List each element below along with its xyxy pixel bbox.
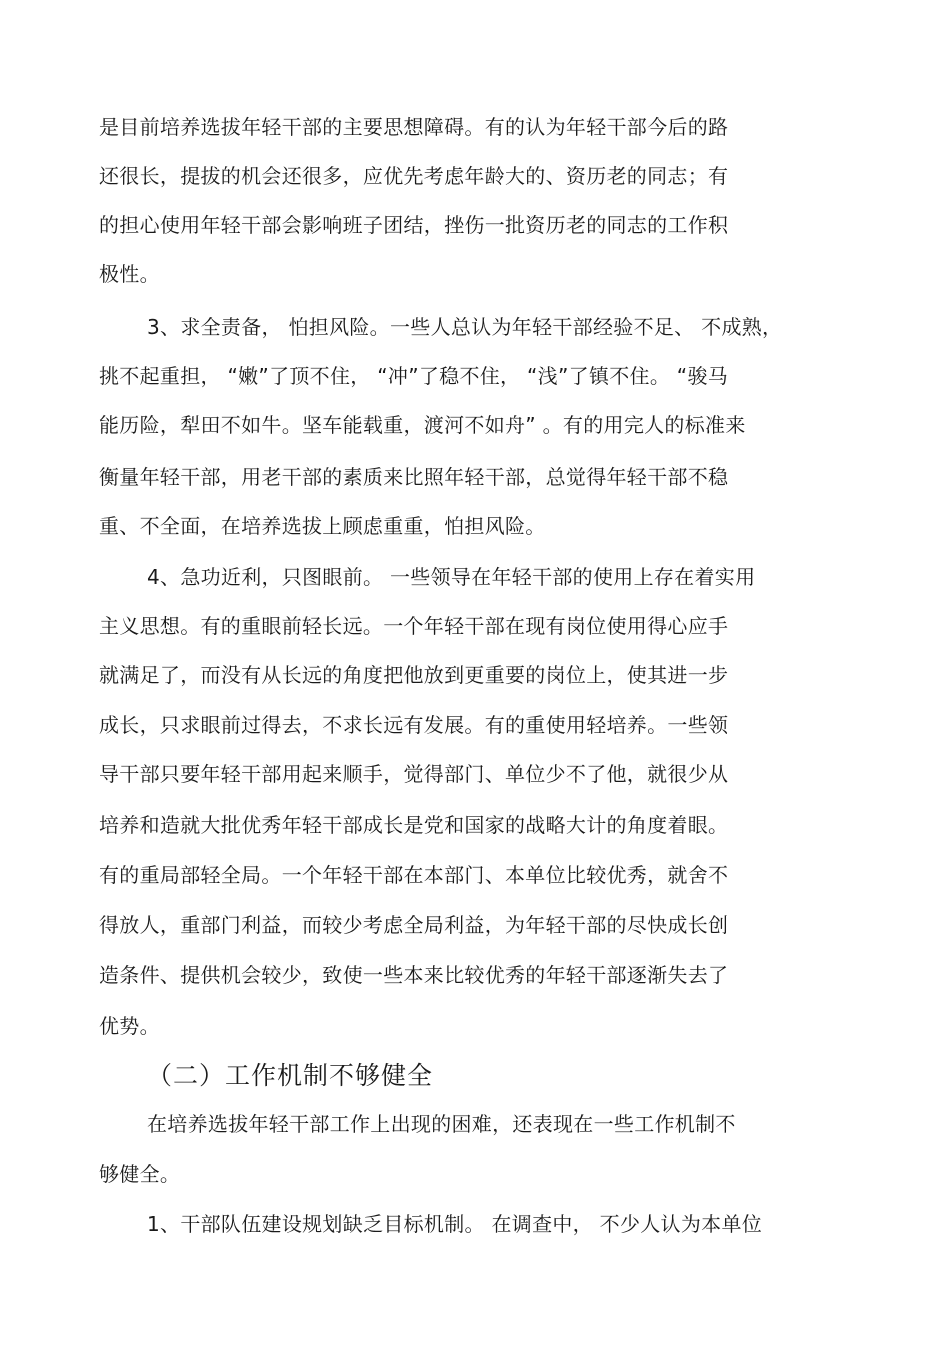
text-line: 4、急功近利，只图眼前。 一些领导在年轻干部的使用上存在着实用 bbox=[147, 565, 756, 589]
text-line: 能历险，犁田不如牛。坚车能载重，渡河不如舟” 。有的用完人的标准来 bbox=[99, 413, 746, 437]
text-line: 优势。 bbox=[99, 1014, 160, 1038]
text-line: 3、求全责备， 怕担风险。一些人总认为年轻干部经验不足、 不成熟， bbox=[147, 315, 783, 339]
text-line: 有的重局部轻全局。一个年轻干部在本部门、本单位比较优秀，就舍不 bbox=[99, 863, 729, 887]
text-line: 衡量年轻干部，用老干部的素质来比照年轻干部，总觉得年轻干部不稳 bbox=[99, 465, 729, 489]
text-line: 成长，只求眼前过得去，不求长远有发展。有的重使用轻培养。一些领 bbox=[99, 713, 729, 737]
text-line: 主义思想。有的重眼前轻长远。一个年轻干部在现有岗位使用得心应手 bbox=[99, 614, 729, 638]
text-line: 挑不起重担， “嫩”了顶不住， “冲”了稳不住， “浅”了镇不住。 “骏马 bbox=[99, 364, 729, 388]
text-line: 导干部只要年轻干部用起来顺手，觉得部门、单位少不了他，就很少从 bbox=[99, 762, 729, 786]
text-line: 在培养选拔年轻干部工作上出现的困难，还表现在一些工作机制不 bbox=[147, 1112, 736, 1136]
text-line: 得放人，重部门利益，而较少考虑全局利益，为年轻干部的尽快成长创 bbox=[99, 913, 729, 937]
text-line: 1、干部队伍建设规划缺乏目标机制。 在调查中， 不少人认为本单位 bbox=[147, 1212, 763, 1236]
text-line: 是目前培养选拔年轻干部的主要思想障碍。有的认为年轻干部今后的路 bbox=[99, 115, 729, 139]
text-line: 造条件、提供机会较少，致使一些本来比较优秀的年轻干部逐渐失去了 bbox=[99, 963, 729, 987]
text-line: 极性。 bbox=[99, 262, 160, 286]
text-line: 还很长，提拔的机会还很多，应优先考虑年龄大的、资历老的同志；有 bbox=[99, 164, 729, 188]
text-line: 就满足了，而没有从长远的角度把他放到更重要的岗位上，使其进一步 bbox=[99, 663, 729, 687]
text-line: 的担心使用年轻干部会影响班子团结，挫伤一批资历老的同志的工作积 bbox=[99, 213, 729, 237]
text-line: 培养和造就大批优秀年轻干部成长是党和国家的战略大计的角度着眼。 bbox=[99, 813, 729, 837]
text-line: 够健全。 bbox=[99, 1162, 181, 1186]
section-heading: （二）工作机制不够健全 bbox=[147, 1061, 434, 1090]
text-line: 重、不全面，在培养选拔上顾虑重重，怕担风险。 bbox=[99, 514, 546, 538]
